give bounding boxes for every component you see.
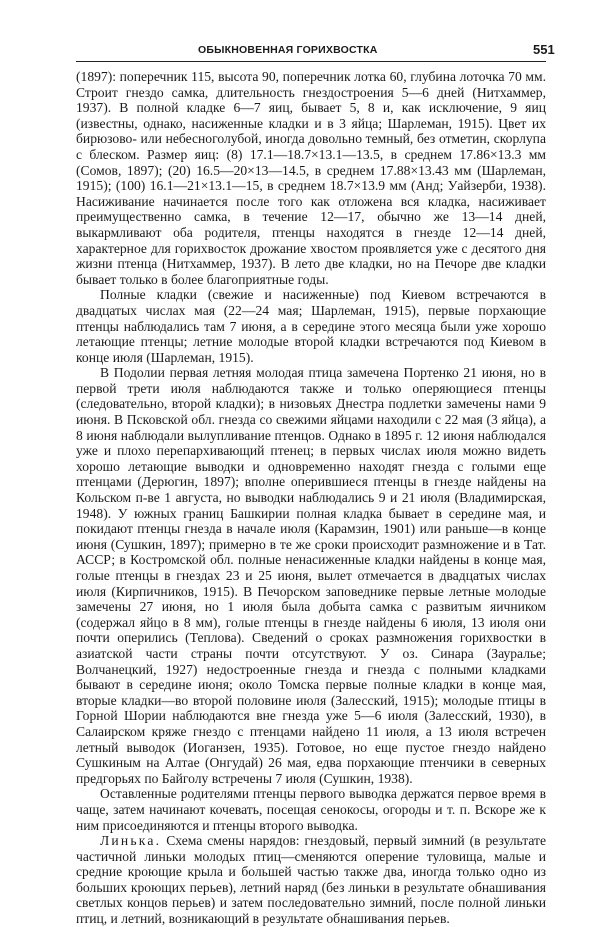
paragraph-5 — [76, 833, 546, 927]
paragraph-4: Оставленные родителями птенцы первого выводка держатся первое время в чаще, затем начинают кочевать, посещая сенокосы, огороды и т. п. Вскоре же к ним присоединяются и птенцы второго выводка. — [76, 786, 546, 833]
header-rule — [76, 61, 546, 62]
running-head — [198, 42, 600, 60]
paragraph-3: В Подолии первая летняя молодая птица замечена Портенко 21 июня, но в первой трети июля наблюдаются также и только оперяющиеся птенцы (следовательно, второй кладки); в низовьях Днестра подлетки замечены нами 9 июня. В Псковской обл. гнезда со свежими яйцами находили с 22 мая (3 яйца), а 8 июня наблюдали вылупливание птенцов. Однако в 1895 г. 12 июня наблюдался уже и плохо перепархивающий птенец; в первых числах июля можно видеть хорошо летающие выводки и одновременно находят гнезда с голыми еще птенцами (Дерюгин, 1897); вполне оперившиеся птенцы в гнезде найдены на Кольском п-ве 1 августа, но выводки наблюдались 9 и 21 июля (Владимирская, 1948). У южных границ Башкирии полная кладка бывает в середине мая, и покидают птенцы гнезда в начале июля (Карамзин, 1901) или раньше—в конце июня (Сушкин, 1897); примерно в те же сроки происходит размножение и в Тат. АССР; в Костромской обл. полные ненасиженные кладки найдены в конце мая, голые птенцы в гнездах 23 и 25 июня, вылет отмечается в двадцатых числах июля (Кирпичников, 1915). В Печорском заповеднике первые летные молодые замечены 27 июня, но 1 июля была добыта самка с развитым яичником (содержал яйцо в 8 мм), голые птенцы в гнезде найдены 6 июля, 13 июля они почти оперились (Теплова). Сведений о сроках размножения горихвостки в азиатской части страны почти отсутствуют. У оз. Синара (Зауралье; Волчанецкий, 1927) недостроенные гнезда и гнезда с полными кладками бывают в середине июня; около Томска первые полные кладки в конце мая, вторые кладки—во второй половине июля (Залесский, 1915); молодые птицы в Горной Шории наблюдаются вне гнезда уже 5—6 июля (Залесский, 1930), в Салаирском кряже гнездо с птенцами найдено 11 июля, а 13 июля встречен летный выводок (Иоганзен, 1935). Готовое, но еще пустое гнездо найдено Сушкиным на Алтае (Онгудай) 26 мая, едва порхающие птенчики в северных предгорьях по Байголу встречены 7 июля (Сушкин, 1938). — [76, 365, 546, 786]
paragraph-2: Полные кладки (свежие и насиженные) под Киевом встречаются в двадцатых числах мая (22—24 мая; Шарлеман, 1915), первые порхающие птенцы наблюдались там 7 июня, а в середине этого месяца были уже хорошо летающие птенцы; летние молодые второй кладки встречаются под Киевом в конце июля (Шарлеман, 1915). — [76, 287, 546, 365]
paragraph-1: (1897): поперечник 115, высота 90, поперечник лотка 60, глубина лоточка 70 мм. Строит гнездо самка, длительность гнездостроения 5—6 дней (Нитхаммер, 1937). В полной кладке 6—7 яиц, бывает 5, 8 и, как исключение, 9 яиц (известны, однако, насиженные кладки и в 3 яйца; Шарлеман, 1915). Цвет их бирюзово- или небесноголубой, иногда довольно темный, без отметин, скорлупа с блеском. Размер яиц: (8) 17.1—18.7×13.1—13.5, в среднем 17.86×13.3 мм (Сомов, 1897); (20) 16.5—20×13—14.5, в среднем 17.88×13.43 мм (Шарлеман, 1915); (100) 16.1—21×13.1—15, в среднем 18.7×13.9 мм (Анд; Уайзерби, 1938). Насиживание начинается после того как отложена вся кладка, насиживает преимущественно самка, в течение 12—17, обычно же 13—14 дней, выкармливают оба родителя, птенцы находятся в гнезде 12—14 дней, характерное для горихвосток дрожание хвостом проявляется уже с десятого дня жизни птенца (Нитхаммер, 1937). В лето две кладки, но на Печоре две кладки бывает только в более благоприятные годы. — [76, 69, 546, 287]
running-head-title: ОБЫКНОВЕННАЯ ГОРИХВОСТКА — [198, 44, 378, 56]
section-heading-molt: Линька. — [100, 833, 162, 849]
body-text — [76, 69, 546, 927]
molt-text: Схема смены нарядов: гнездовый, первый зимний (в результате частичной линьки молодых птиц—сменяются оперение туловища, малые и средние кроющие крыла и большей частью также два, иногда только одно из больших кроющих перьев), летний наряд (без линьки в результате обнашивания светлых концов перьев) и затем последовательно зимний, после полной линьки птиц, и летний, возникающий в результате обнашивания перьев. — [76, 833, 546, 927]
page-number: 551 — [533, 42, 555, 57]
